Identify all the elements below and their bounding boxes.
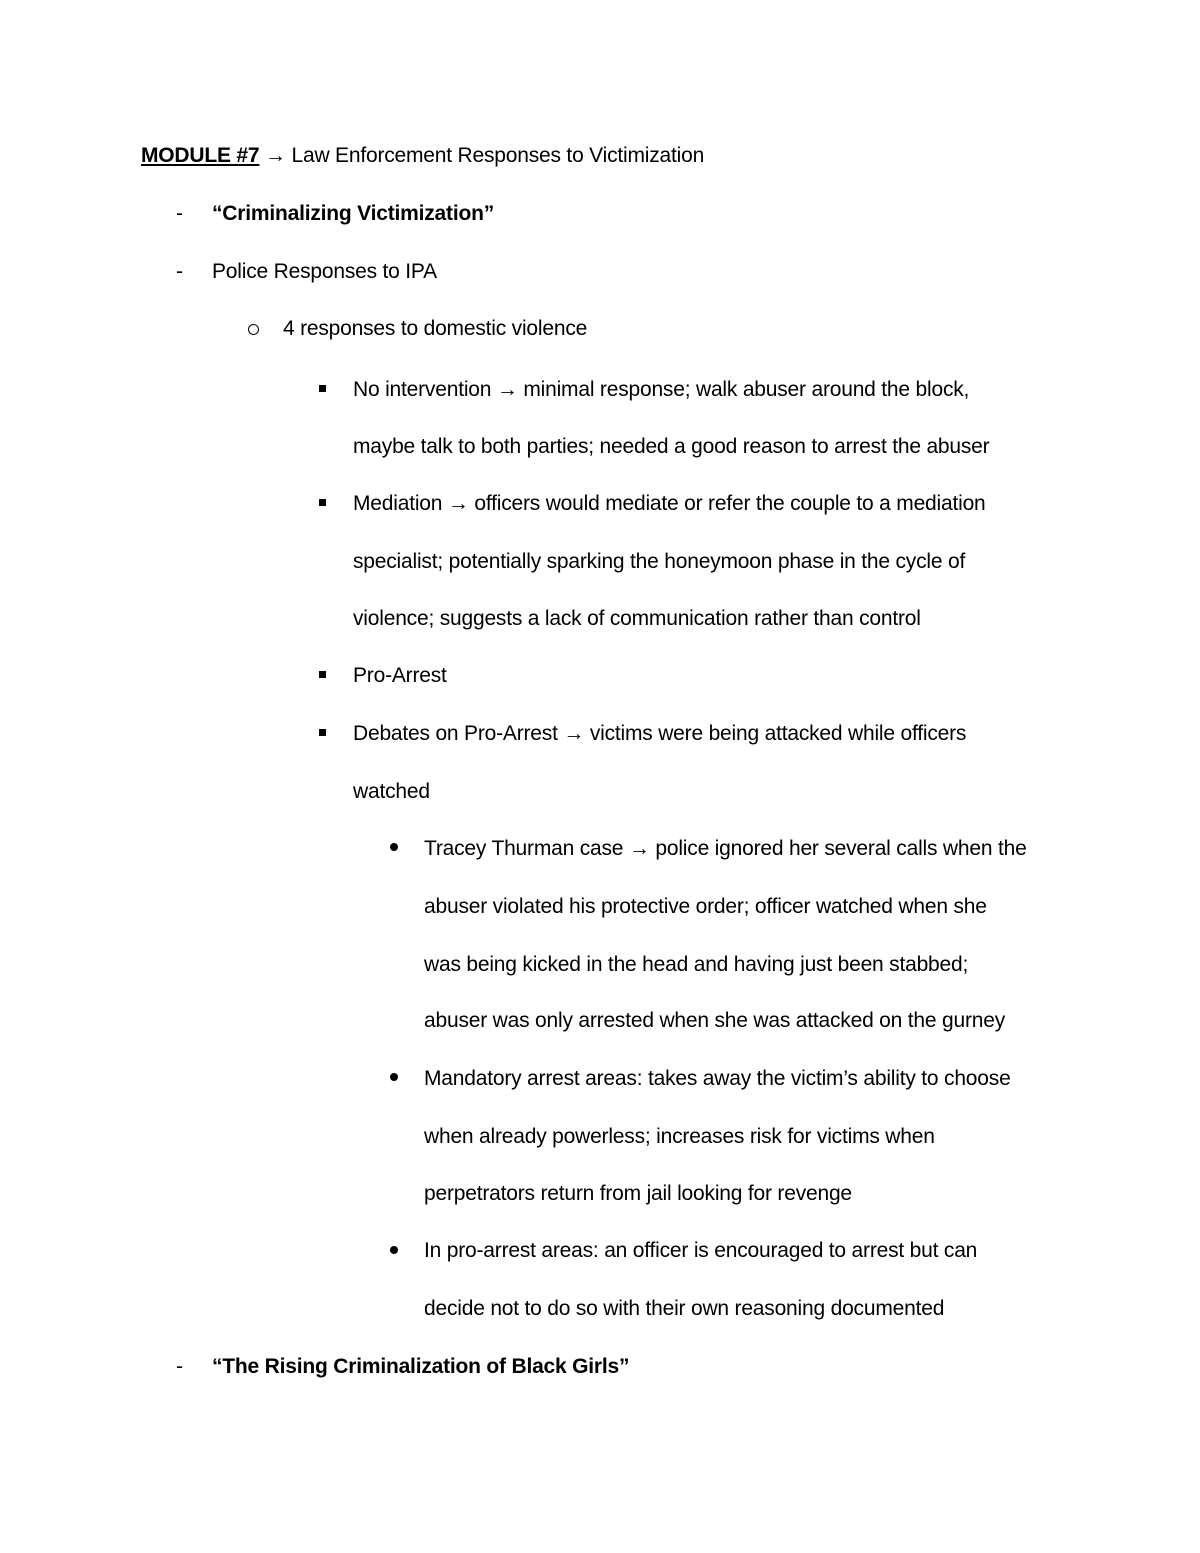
mediation-line1 — [353, 491, 986, 517]
thurman-line2: abuser violated his protective order; officer watched when she — [424, 895, 987, 918]
module-title: Law Enforcement Responses to Victimization — [291, 144, 705, 167]
debates-term: Debates on Pro-Arrest — [353, 722, 558, 745]
mediation-line3: violence; suggests a lack of communication rather than control — [353, 607, 921, 630]
dash-bullet: - — [176, 202, 183, 225]
section-police-responses: Police Responses to IPA — [212, 260, 437, 283]
mandatory-line3: perpetrators return from jail looking for revenge — [424, 1182, 852, 1205]
thurman-line4: abuser was only arrested when she was attacked on the gurney — [424, 1009, 1006, 1032]
four-responses-item: 4 responses to domestic violence — [283, 317, 588, 340]
square-bullet-icon — [319, 499, 326, 506]
no-intervention-line1 — [353, 377, 969, 403]
mediation-text: officers would mediate or refer the couple to a mediation — [474, 492, 986, 515]
arrow-right-icon: → — [265, 144, 286, 167]
square-bullet-icon — [319, 385, 326, 392]
section-rising-criminalization: “The Rising Criminalization of Black Girls” — [212, 1355, 630, 1378]
mandatory-line1: Mandatory arrest areas: takes away the victim’s ability to choose — [424, 1067, 1011, 1090]
no-intervention-text: minimal response; walk abuser around the block, — [523, 378, 970, 401]
debates-line1 — [353, 721, 966, 747]
section-criminalizing-victimization: “Criminalizing Victimization” — [212, 202, 495, 225]
mandatory-line2: when already powerless; increases risk for victims when — [424, 1125, 935, 1148]
dot-bullet-icon — [390, 1073, 398, 1081]
square-bullet-icon — [319, 671, 326, 678]
debates-line2: watched — [353, 780, 430, 803]
mediation-term: Mediation — [353, 492, 443, 515]
debates-text: victims were being attacked while officers — [589, 722, 967, 745]
mediation-line2: specialist; potentially sparking the honeymoon phase in the cycle of — [353, 550, 966, 573]
thurman-term: Tracey Thurman case — [424, 837, 624, 860]
pro-arrest-item: Pro-Arrest — [353, 664, 447, 687]
no-intervention-term: No intervention — [353, 378, 492, 401]
module-heading — [141, 143, 704, 169]
pro-arrest-areas-line1: In pro-arrest areas: an officer is encouraged to arrest but can — [424, 1239, 978, 1262]
dot-bullet-icon — [390, 1246, 398, 1254]
pro-arrest-areas-line2: decide not to do so with their own reasoning documented — [424, 1297, 945, 1320]
thurman-line3: was being kicked in the head and having just been stabbed; — [424, 953, 969, 976]
no-intervention-line2: maybe talk to both parties; needed a good reason to arrest the abuser — [353, 435, 990, 458]
module-label: MODULE #7 — [141, 144, 260, 167]
dash-bullet: - — [176, 260, 183, 283]
thurman-line1 — [424, 836, 1027, 862]
dash-bullet: - — [176, 1355, 183, 1378]
arrow-right-icon: → — [447, 492, 469, 515]
arrow-right-icon: → — [628, 837, 650, 860]
arrow-right-icon: → — [496, 378, 518, 401]
square-bullet-icon — [319, 729, 326, 736]
dot-bullet-icon — [390, 843, 398, 851]
thurman-text: police ignored her several calls when the — [655, 837, 1027, 860]
arrow-right-icon: → — [563, 722, 585, 745]
circle-bullet-icon — [248, 324, 259, 335]
